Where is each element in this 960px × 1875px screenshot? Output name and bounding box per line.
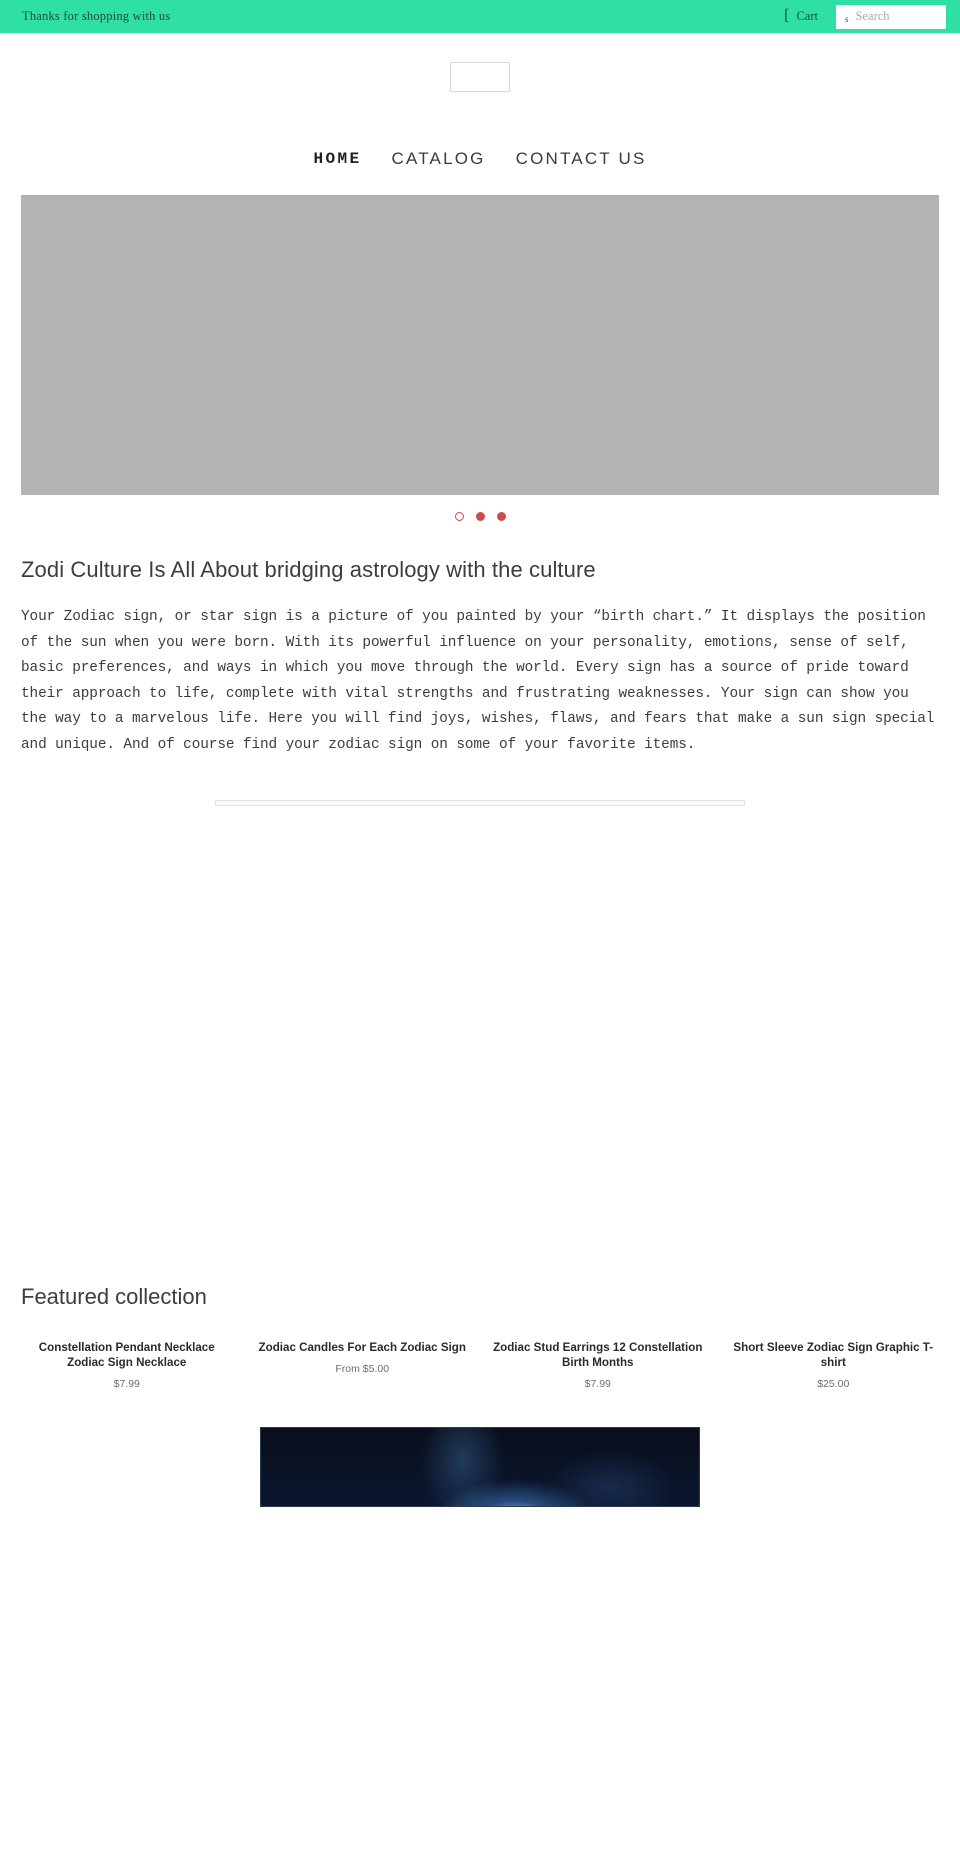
product-price: $7.99: [113, 1378, 140, 1390]
search-icon[interactable]: s: [845, 14, 849, 24]
main-navigation: [0, 95, 960, 195]
featured-product-grid: [21, 1324, 939, 1390]
header-logo-area: [0, 33, 960, 95]
product-price: From $5.00: [335, 1363, 390, 1375]
slideshow-dot-2[interactable]: [476, 512, 485, 521]
product-title[interactable]: Constellation Pendant Necklace Zodiac Sign Necklace: [38, 1341, 215, 1369]
product-title[interactable]: Zodiac Stud Earrings 12 Constellation Birth Months: [493, 1341, 703, 1369]
cart-label: Cart: [796, 9, 818, 24]
rich-text-heading: Zodi Culture Is All About bridging astrology with the culture: [21, 557, 596, 582]
nav-item-home[interactable]: HOME: [313, 150, 362, 168]
galaxy-banner-image: [260, 1427, 700, 1507]
product-title[interactable]: Zodiac Candles For Each Zodiac Sign: [258, 1341, 466, 1354]
announcement-bar-right: [784, 0, 960, 33]
bottom-image-row: [0, 1390, 960, 1507]
product-price: $25.00: [817, 1378, 850, 1390]
nav-item-catalog[interactable]: CATALOG: [391, 149, 486, 168]
cart-icon: [: [784, 6, 790, 24]
product-card[interactable]: [728, 1324, 940, 1390]
featured-collection-section: [0, 1284, 960, 1390]
featured-collection-title: Featured collection: [21, 1284, 207, 1309]
video-embed-placeholder[interactable]: [215, 800, 745, 806]
product-title[interactable]: Short Sleeve Zodiac Sign Graphic T-shirt: [733, 1341, 934, 1369]
slideshow-dot-1[interactable]: [455, 512, 464, 521]
product-card[interactable]: [492, 1324, 704, 1390]
search-input[interactable]: [856, 9, 936, 24]
announcement-bar: [0, 0, 960, 33]
search-box[interactable]: [836, 5, 946, 29]
announcement-text: Thanks for shopping with us: [22, 9, 171, 24]
slideshow-banner[interactable]: [21, 195, 939, 495]
product-price: $7.99: [584, 1378, 611, 1390]
rich-text-body: Your Zodiac sign, or star sign is a picture of you painted by your “birth chart.” It displays the position of the sun when you were born. With its powerful influence on your personality, emotions, sense of self, basic preferences, and ways in which you move through the world. Every sign has a source of pride toward their approach to life, complete with vital strengths and frustrating weaknesses. Your sign can show you the way to a marvelous life. Here you will find joys, wishes, flaws, and fears that make a sun sign special and unique. And of course find your zodiac sign on some of your favorite items.: [21, 609, 935, 753]
slideshow-pagination: [0, 495, 960, 521]
cart-link[interactable]: [784, 6, 818, 25]
rich-text-section: [0, 521, 960, 758]
product-card[interactable]: [257, 1324, 469, 1390]
site-logo[interactable]: [450, 62, 510, 92]
video-embed-row: [0, 758, 960, 806]
product-card[interactable]: [21, 1324, 233, 1390]
blank-spacer: [0, 806, 960, 1284]
nav-item-contact-us[interactable]: CONTACT US: [515, 149, 647, 168]
slideshow-dot-3[interactable]: [497, 512, 506, 521]
